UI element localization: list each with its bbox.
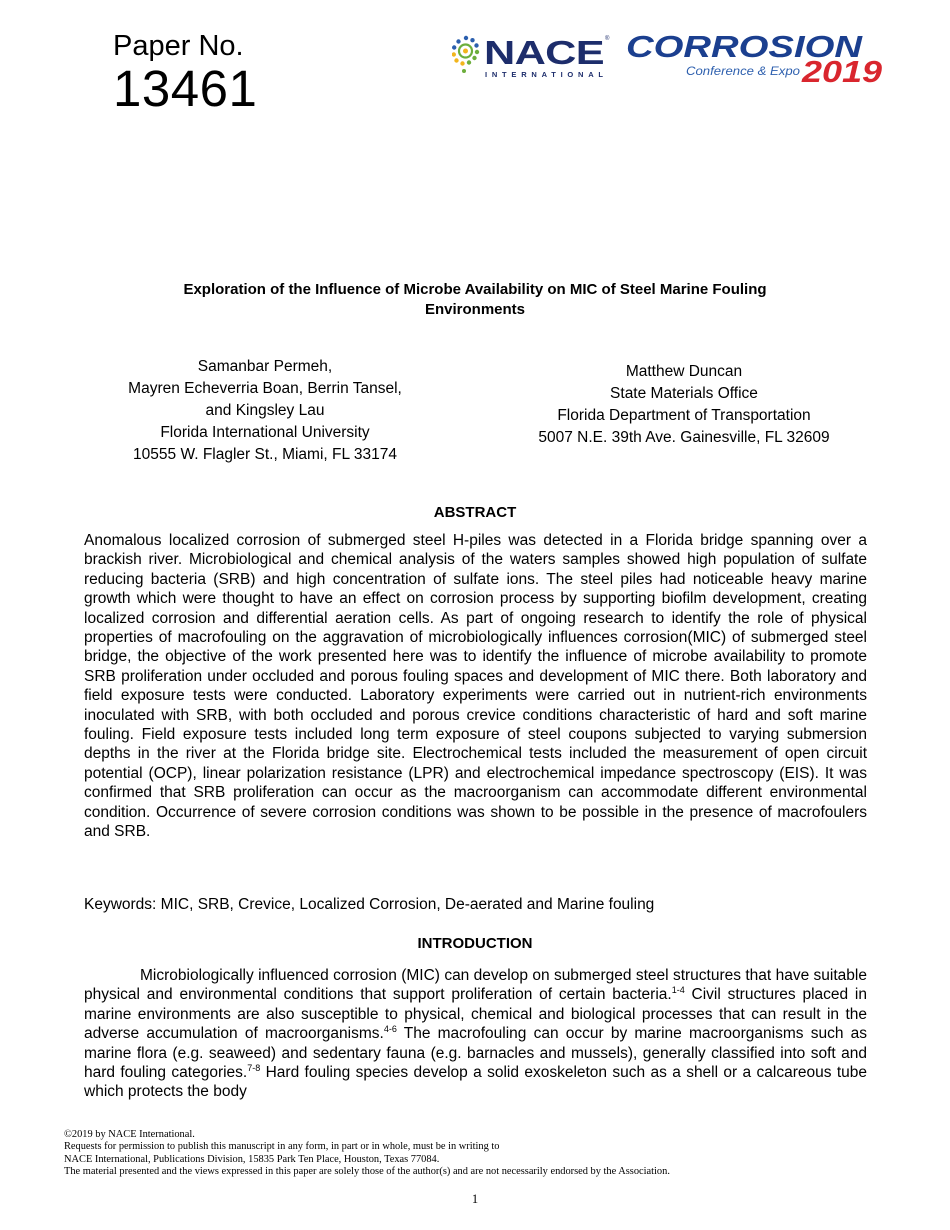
copyright-footer (64, 1129, 884, 1179)
footer-line: The material presented and the views expressed in this paper are solely those of the author(s) and are not necessarily endorsed by the Association. (64, 1166, 670, 1178)
author-line: Mayren Echeverria Boan, Berrin Tansel, (128, 380, 402, 397)
paper-label: Paper No. (113, 30, 244, 62)
address-line: 10555 W. Flagler St., Miami, FL 33174 (133, 446, 397, 463)
page-number: 1 (471, 1192, 479, 1206)
footer-line: NACE International, Publications Division, 15835 Park Ten Place, Houston, Texas 77084. (64, 1153, 440, 1165)
citation: 4-6 (383, 1024, 397, 1035)
author-line: and Kingsley Lau (205, 402, 325, 419)
text-run: Civil structures placed in marine environments are also susceptible to physical, chemical and biological processes that can result in the adverse accumulation of macroorganisms. (84, 986, 867, 1043)
introduction-text (84, 966, 867, 1102)
keywords: Keywords: MIC, SRB, Crevice, Localized Corrosion, De-aerated and Marine fouling (84, 896, 655, 913)
nace-logo (452, 33, 612, 83)
paper-title (90, 280, 860, 320)
author-line: Samanbar Permeh, (197, 358, 333, 375)
corrosion-name: CORROSION (626, 30, 863, 64)
footer-line: ©2019 by NACE International. (64, 1129, 195, 1140)
introduction-heading: INTRODUCTION (417, 935, 533, 952)
affiliation-line: Florida Department of Transportation (557, 407, 811, 424)
corrosion-subtitle: Conference & Expo (686, 66, 801, 78)
abstract-heading: ABSTRACT (433, 504, 517, 521)
text-run: The macrofouling can occur by marine macroorganisms such as marine flora (e.g. seaweed) and sedentary fauna (e.g. barnacles and mussels), generally classified into soft and hard fouling categories. (84, 1025, 867, 1082)
affiliation-line: State Materials Office (610, 385, 758, 402)
nace-subtitle: INTERNATIONAL (485, 70, 603, 79)
text-run: Hard fouling species develop a solid exoskeleton such as a shell or a calcareous tube which protects the body (84, 1064, 867, 1101)
corrosion-year: 2019 (800, 54, 883, 86)
nace-globe-icon (452, 36, 479, 73)
authors-left (100, 356, 430, 466)
nace-name: NACE (484, 34, 604, 71)
abstract-text: Anomalous localized corrosion of submerged steel H-piles was detected in a Florida bridge spanning over a brackish river. Microbiological and chemical analysis of the waters samples showed high population of sulfate reducing bacteria (SRB) and high concentration of sulfate ions. The steel piles had noticeable heavy marine growth which were thought to have an effect on corrosion process by supporting biofilm development, creating localized corrosion and differential aeration cells. As part of ongoing research to identify the role of physical properties of macrofouling on the aggravation of microbiologically influences corrosion(MIC) of submerged steel bridge, the objective of the work presented here was to identify the influence of microbe availability to promote SRB proliferation under occluded and porous fouling spaces and development of MIC there. Both laboratory and field exposure tests were conducted. Laboratory experiments were carried out in nutrient-rich environments inoculated with SRB, with both occluded and porous crevice conditions characteristic of hard and soft marine fouling. Field exposure tests included long term exposure of steel coupons subjected to varying submersion depths in the river at the Florida bridge site. Electrochemical tests included the measurement of open circuit potential (OCP), linear polarization resistance (LPR) and electrochemical impedance spectroscopy (EIS). It was confirmed that SRB proliferation can occur as the macroorganism can accommodate different environmental condition. Occurrence of severe corrosion conditions was shown to be possible in the presence of macrofoulers and SRB. (84, 532, 867, 841)
footer-line: Requests for permission to publish this manuscript in any form, in part or in whole, must be in writing to (64, 1141, 500, 1153)
citation: 1-4 (671, 985, 685, 996)
paper-number: 13461 (113, 60, 258, 117)
address-line: 5007 N.E. 39th Ave. Gainesville, FL 32609 (538, 429, 830, 446)
nace-registered-mark: ® (605, 36, 610, 42)
title-line: Environments (424, 301, 526, 318)
text-run: Microbiologically influenced corrosion (MIC) can develop on submerged steel structures that have suitable physical and environmental conditions that support proliferation of certain bacteria. (84, 967, 867, 1004)
corrosion-logo (624, 30, 886, 86)
author-line: Matthew Duncan (625, 363, 743, 380)
title-line: Exploration of the Influence of Microbe Availability on MIC of Steel Marine Fouling (183, 281, 767, 298)
authors-right (508, 361, 860, 449)
affiliation-line: Florida International University (160, 424, 370, 441)
citation: 7-8 (247, 1063, 261, 1074)
